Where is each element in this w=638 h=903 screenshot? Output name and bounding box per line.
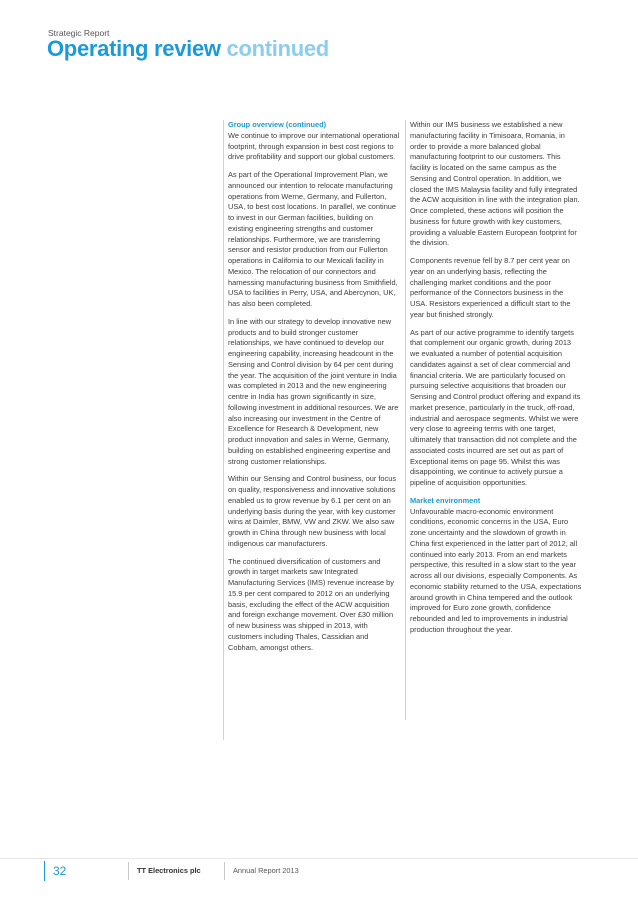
paragraph: We continue to improve our international operational footprint, through expansion in best cost regions to drive profitability and support our global customers. [228, 130, 400, 162]
text-column-right [410, 120, 582, 643]
footer-separator [224, 862, 225, 880]
footer-divider [0, 858, 638, 859]
paragraph: In line with our strategy to develop innovative new products and to build stronger customer relationships, we have continued to develop our engineering capability, increasing headcount in the Sensing and Control division by 64 per cent during the year. The acquisition of the joint venture in India was completed in 2013 and the new engineering centre in India has grown significantly in size, following investment in additional resources. We are also increasing our investment in the Centre of Excellence for Research & Development, new product innovation and sales in Werne, Germany, building on established engineering expertise and strong customer relationships. [228, 316, 399, 466]
paragraph: Within our IMS business we established a new manufacturing facility in Timisoara, Romania, in order to provide a more balanced global manufacturing footprint to our customers. This facility is located on the same campus as the Sensing and Control operation. In addition, we closed the IMS Malaysia facility and fully integrated the ACW acquisition in line with the integration plan. Once completed, these actions will position the business for future growth with key customers, providing a valuable Eastern European footprint for the division. [410, 120, 580, 248]
market-environment-heading: Market environment [410, 495, 481, 505]
page-title-suffix: continued [226, 36, 329, 61]
report-name: Annual Report 2013 [233, 866, 299, 875]
paragraph: As part of the Operational Improvement Plan, we announced our intention to relocate manufacturing operations from Werne, Germany, and Fullerton, USA, to best cost locations. In parallel, we continue to invest in our German facilities, building on existing engineering strengths and customer relationships. Furthermore, we are transferring sensor and resistor production from our Fullerton operations in California to our Mexicali facility in Mexico. The relocation of our connectors and harnessing manufacturing business from Smithfield, USA to facilities in Perry, USA, and Abercynon, UK, has also been completed. [228, 170, 398, 308]
paragraph: Components revenue fell by 8.7 per cent year on year on an underlying basis, reflecting the challenging market conditions and the poor performance of the Connectors business in the USA. Resistors experienced a difficult start to the year but finished strongly. [410, 256, 571, 319]
text-column-left [228, 120, 400, 660]
page-title [47, 36, 329, 62]
column-divider [223, 120, 224, 740]
paragraph: Within our Sensing and Control business, our focus on quality, responsiveness and innovative solutions enabled us to grow revenue by 6.1 per cent on an underlying basis during the year, with key customer wins at Daimler, BMW, VW and ZKW. We also saw growth in China through new business with local indigenous car manufacturers. [228, 474, 397, 548]
group-overview-heading: Group overview (continued) [228, 120, 327, 129]
section-label: Strategic Report [48, 28, 110, 38]
page-title-main: Operating review [47, 36, 221, 61]
paragraph: Unfavourable macro-economic environment conditions, economic concerns in the USA, Euro zone uncertainty and the slowdown of growth in China first experienced in the latter part of 2012, all continued into early 2013. From an end markets perspective, this resulted in a slow start to the year across all our divisions, especially Components. As economic stability returned to the USA, expectations around growth in China tempered and the outlook improved for Euro zone growth, confidence rebounded and led to improvements in industrial production throughout the year. [410, 506, 582, 634]
column-divider [405, 120, 406, 720]
company-name: TT Electronics plc [137, 866, 201, 875]
paragraph: The continued diversification of customers and growth in target markets saw Integrated Manufacturing Services (IMS) revenue increase by 15.9 per cent compared to 2012 on an underlying basis, excluding the effect of the ACW acquisition and foreign exchange movement. Over £30 million of new business was shipped in 2013, with customers including Thales, Cassidian and Cobham, amongst others. [228, 556, 394, 652]
footer-separator [128, 862, 129, 880]
page-number: 32 [44, 861, 66, 881]
paragraph: As part of our active programme to identify targets that complement our organic growth, during 2013 we evaluated a number of potential acquisition candidates against a set of clear commercial and financial criteria. We are particularly focused on pursuing selective acquisitions that broaden our Sensing and Control product offering and expand its market presence, particularly in the truck, off-road, industrial and aerospace segments. Whilst we were very close to agreeing terms with one target, ultimately that transaction did not complete and the associated costs incurred are set out as part of Exceptional items on page 95. Whilst this was disappointing, we continue to actively pursue a pipeline of acquisition opportunities. [410, 327, 581, 487]
